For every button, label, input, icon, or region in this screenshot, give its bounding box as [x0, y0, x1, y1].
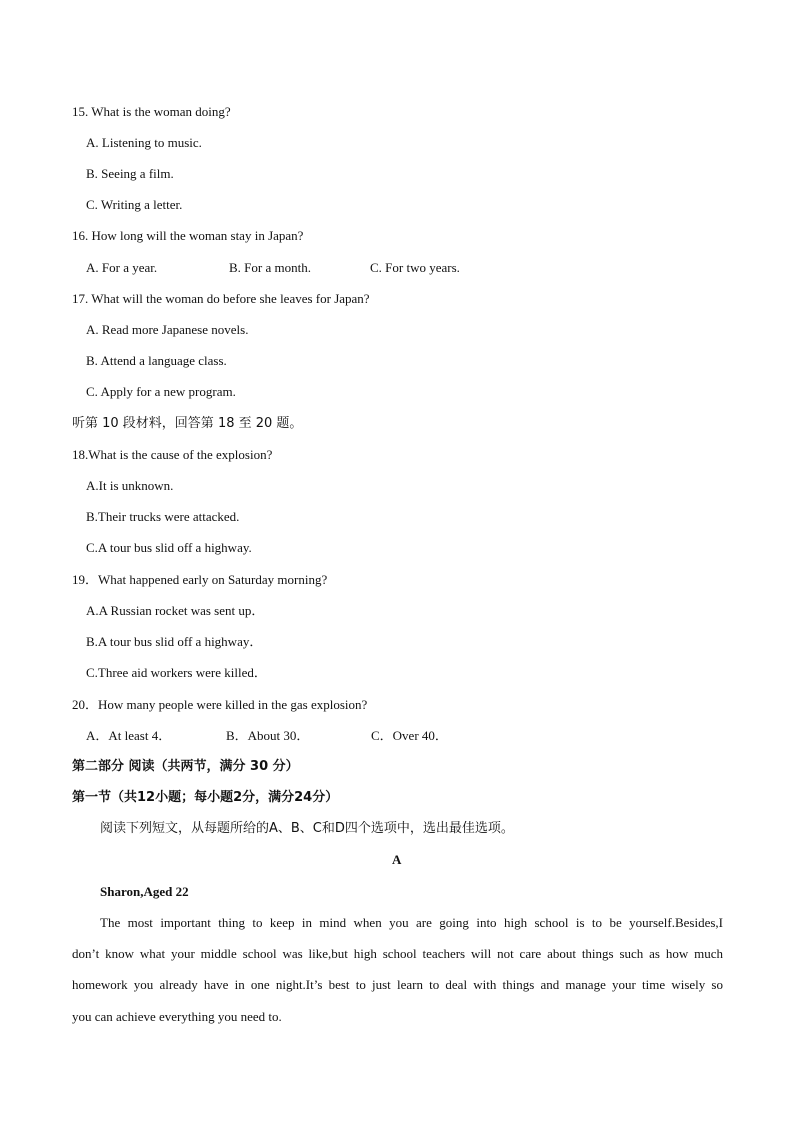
- q17-option-c: C. Apply for a new program.: [86, 384, 236, 399]
- question-15: 15. What is the woman doing?: [72, 104, 231, 119]
- passage-label: A: [392, 852, 402, 867]
- q18-option-a: A.It is unknown.: [86, 478, 174, 493]
- passage-line-2: don’t know what your middle school was like,but high school teachers will not care about things such as how much: [72, 946, 723, 961]
- q17-option-b: B. Attend a language class.: [86, 353, 227, 368]
- passage-speaker: Sharon,Aged 22: [100, 884, 189, 899]
- part-2-heading: 第二部分 阅读（共两节，满分 30 分）: [72, 759, 299, 774]
- q15-option-c: C. Writing a letter.: [86, 197, 183, 212]
- q16-option-c: C. For two years.: [370, 260, 460, 275]
- passage-line-1: The most important thing to keep in mind when you are going into high school is to be yourself.Besides,I: [100, 915, 723, 930]
- q18-option-b: B.Their trucks were attacked.: [86, 509, 240, 524]
- q17-option-a: A. Read more Japanese novels.: [86, 322, 249, 337]
- q16-option-a: A. For a year.: [86, 260, 158, 275]
- reading-instruction: 阅读下列短文，从每题所给的A、B、C和D四个选项中，选出最佳选项。: [100, 821, 514, 836]
- q19-option-c: C.Three aid workers were killed．: [86, 665, 267, 680]
- q19-option-b: B.A tour bus slid off a highway．: [86, 634, 263, 649]
- question-17: 17. What will the woman do before she leaves for Japan?: [72, 291, 370, 306]
- q20-option-b: B．About 30．: [226, 728, 310, 743]
- passage-line-3: homework you already have in one night.It’s best to just learn to deal with things and manage your time wisely so: [72, 977, 723, 992]
- q15-option-b: B. Seeing a film.: [86, 166, 174, 181]
- question-19: 19．What happened early on Saturday morning?: [72, 572, 328, 587]
- q16-option-b: B. For a month.: [229, 260, 311, 275]
- q19-option-a: A.A Russian rocket was sent up．: [86, 603, 265, 618]
- q18-option-c: C.A tour bus slid off a highway.: [86, 540, 252, 555]
- q20-option-a: A．At least 4．: [86, 728, 172, 743]
- section-1-heading: 第一节（共12小题；每小题2分，满分24分）: [72, 790, 339, 805]
- question-16: 16. How long will the woman stay in Japan?: [72, 228, 304, 243]
- question-18: 18.What is the cause of the explosion?: [72, 447, 273, 462]
- passage-line-4: you can achieve everything you need to.: [72, 1009, 282, 1024]
- q15-option-a: A. Listening to music.: [86, 135, 202, 150]
- q20-option-c: C．Over 40．: [371, 728, 448, 743]
- question-20: 20．How many people were killed in the gas explosion?: [72, 697, 368, 712]
- section-10-instruction: 听第 10 段材料，回答第 18 至 20 题。: [72, 416, 303, 431]
